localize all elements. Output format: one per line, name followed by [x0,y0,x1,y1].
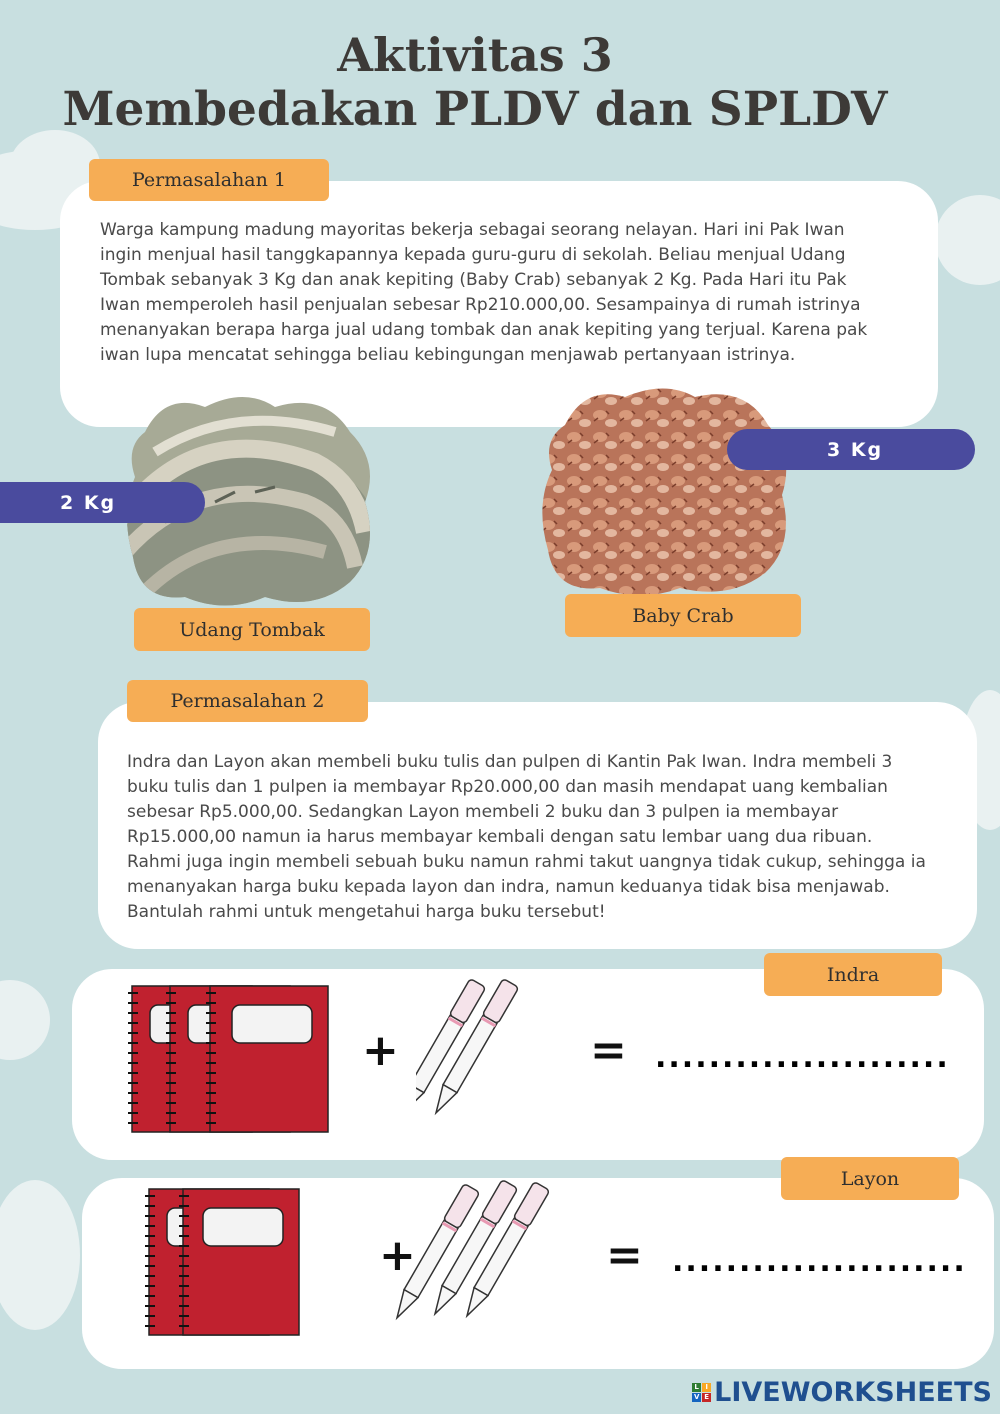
layon-name-tag: Layon [781,1157,959,1200]
indra-name-tag: Indra [764,953,942,996]
layon-equals-sign: = [606,1230,643,1281]
page-subtitle: Membedakan PLDV dan SPLDV [62,82,888,137]
problem1-text: Warga kampung madung mayoritas bekerja sebagai seorang nelayan. Hari ini Pak Iwan ingin menjual hasil tanggkapannya kepada guru-guru di sekolah. Beliau menjual Udang Tombak sebanyak 3 Kg dan anak kepiting (Baby Crab) sebanyak 2 Kg. Pada Hari itu Pak Iwan memperoleh hasil penjualan sebesar Rp210.000,00. Sesampainya di rumah istrinya menanyakan berapa harga jual udang tombak dan anak kepiting yang terjual. Karena pak iwan lupa mencatat sehingga beliau kebingungan menjawab pertanyaan istrinya. [100,220,868,365]
notebook-icon [143,1188,303,1338]
brand-logo-icon: L I V E [692,1383,711,1402]
problem1-tag: Permasalahan 1 [89,159,329,201]
crab-weight-pill: 3 Kg [727,429,975,470]
brand-text: LIVEWORKSHEETS [714,1377,992,1408]
liveworksheets-logo[interactable] [692,1377,992,1408]
notebook-icon [126,985,331,1135]
pen-icon [392,1178,567,1343]
indra-answer-blank[interactable]: ...................... [655,1040,950,1075]
indra-equals-sign: = [590,1025,627,1076]
problem2-text: Indra dan Layon akan membeli buku tulis dan pulpen di Kantin Pak Iwan. Indra membeli 3 buku tulis dan 1 pulpen ia membayar Rp20.000,00 dan masih mendapat uang kembalian sebesar Rp5.000,00. Sedangkan Layon membeli 2 buku dan 3 pulpen ia membayar Rp15.000,00 namun ia harus membayar kembali dengan satu lembar uang dua ribuan. Rahmi juga ingin membeli sebuah buku namun rahmi takut uangnya tidak cukup, sehingga ia menanyakan harga buku kepada layon dan indra, namun keduanya tidak bisa menjawab. Bantulah rahmi untuk mengetahui harga buku tersebut! [127,752,926,922]
shrimp-weight-pill: 2 Kg [0,482,205,523]
indra-plus-sign: + [362,1025,399,1076]
problem2-tag: Permasalahan 2 [127,680,368,722]
layon-answer-blank[interactable]: ...................... [672,1244,967,1279]
shrimp-label: Udang Tombak [134,608,370,651]
crab-label: Baby Crab [565,594,801,637]
pen-icon [416,975,551,1135]
page-title: Aktivitas 3 [337,28,613,82]
layon-plus-sign: + [379,1230,416,1281]
baby-crab-photo [540,385,795,600]
